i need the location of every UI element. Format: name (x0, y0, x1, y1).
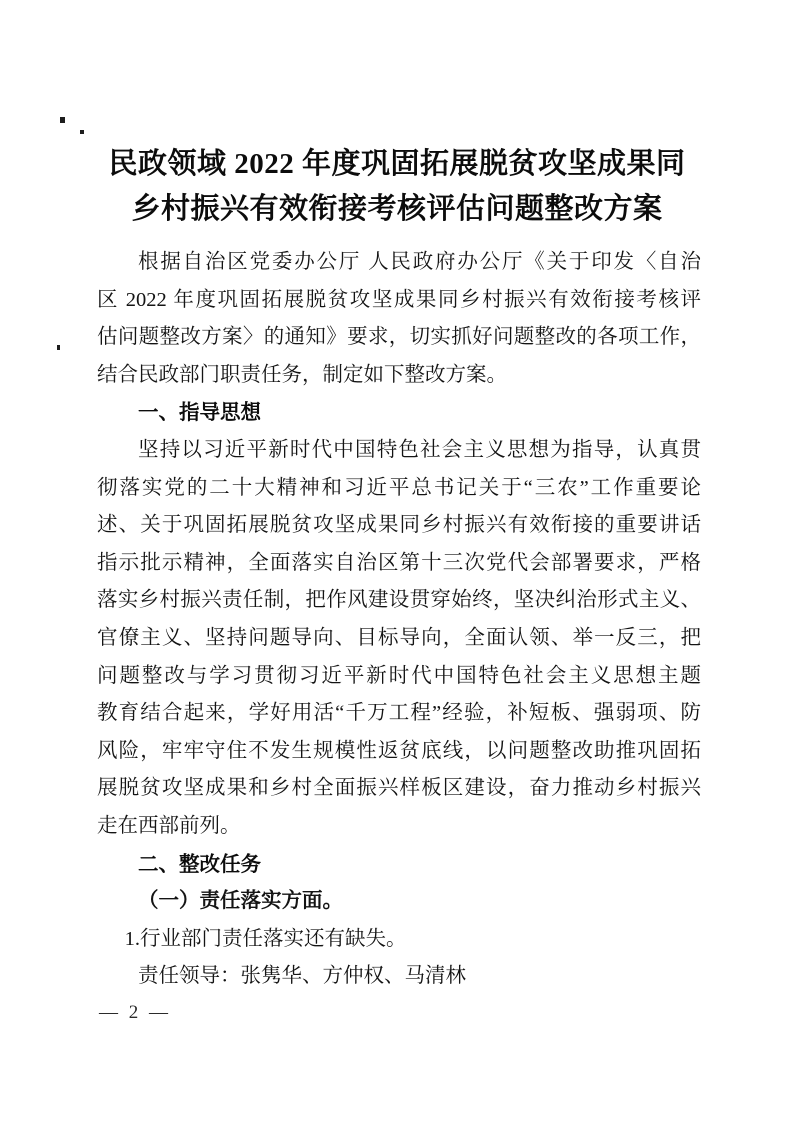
scan-speck (57, 345, 60, 350)
guiding-thought-line: 指示批示精神，全面落实自治区第十三次党代会部署要求，严格 (97, 551, 701, 574)
document-title-line-2: 乡村振兴有效衔接考核评估问题整改方案 (131, 193, 663, 225)
intro-paragraph-line: 根据自治区党委办公厅 人民政府办公厅《关于印发〈自治 (138, 251, 701, 273)
intro-paragraph-line: 区 2022 年度巩固拓展脱贫攻坚成果同乡村振兴有效衔接考核评 (97, 288, 701, 311)
guiding-thought-line: 彻落实党的二十大精神和习近平总书记关于“三农”工作重要论 (97, 476, 701, 499)
scan-speck (80, 130, 84, 134)
guiding-thought-line: 述、关于巩固拓展脱贫攻坚成果同乡村振兴有效衔接的重要讲话 (97, 514, 701, 537)
intro-paragraph-line: 结合民政部门职责任务，制定如下整改方案。 (97, 363, 507, 386)
guiding-thought-line: 展脱贫攻坚成果和乡村全面振兴样板区建设，奋力推动乡村振兴 (97, 777, 701, 800)
problem-item: 1.行业部门责任落实还有缺失。 (124, 927, 407, 950)
guiding-thought-line: 问题整改与学习贯彻习近平新时代中国特色社会主义思想主题 (97, 664, 701, 687)
section-heading-rectification-tasks: 二、整改任务 (138, 852, 261, 876)
subsection-heading-responsibility: （一）责任落实方面。 (138, 890, 343, 913)
section-heading-guiding-thought: 一、指导思想 (138, 401, 261, 425)
guiding-thought-line: 教育结合起来，学好用活“千万工程”经验，补短板、强弱项、防 (97, 702, 701, 725)
document-title-line-1: 民政领域 2022 年度巩固拓展脱贫攻坚成果同 (108, 148, 686, 180)
intro-paragraph-line: 估问题整改方案〉的通知》要求，切实抓好问题整改的各项工作， (97, 326, 701, 349)
document-title (0, 142, 794, 232)
document-body (97, 244, 701, 996)
guiding-thought-line: 官僚主义、坚持问题导向、目标导向，全面认领、举一反三，把 (97, 626, 701, 649)
guiding-thought-line: 落实乡村振兴责任制，把作风建设贯穿始终，坚决纠治形式主义、 (97, 589, 701, 612)
guiding-thought-line: 坚持以习近平新时代中国特色社会主义思想为指导，认真贯 (138, 438, 701, 461)
page-number-footer: — 2 — (99, 1002, 168, 1023)
guiding-thought-line: 走在西部前列。 (97, 814, 241, 837)
guiding-thought-line: 风险，牢牢守住不发生规模性返贫底线，以问题整改助推巩固拓 (97, 739, 701, 762)
scan-speck (60, 117, 65, 123)
responsible-leaders: 责任领导：张隽华、方仲权、马清林 (138, 965, 466, 988)
